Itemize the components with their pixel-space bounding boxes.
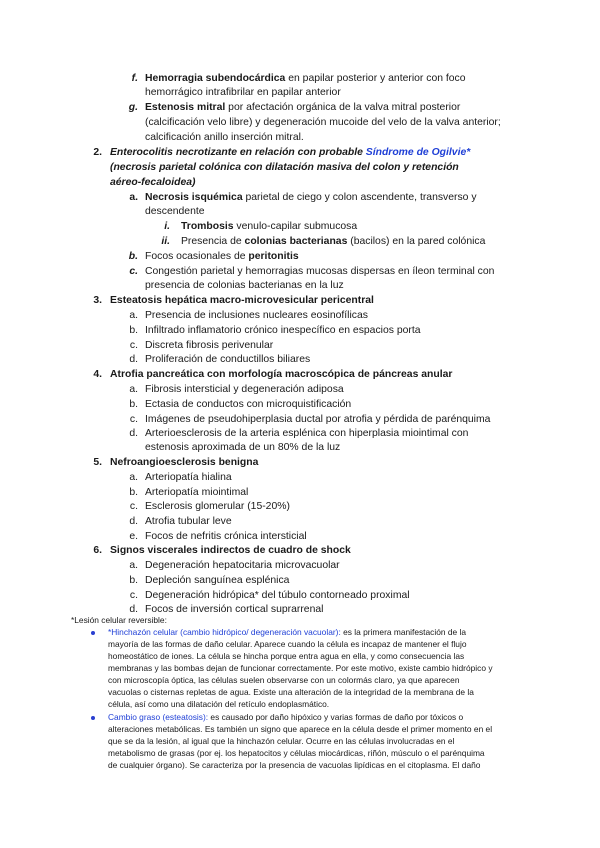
list-marker: g. xyxy=(128,102,138,113)
list-item-2a xyxy=(145,191,477,204)
term-label: *Hinchazón celular (cambio hidrópico/ degeneración vacuolar): xyxy=(108,627,341,637)
list-marker: a. xyxy=(129,192,138,203)
bold-term: Hemorragia subendocárdica xyxy=(145,73,286,84)
list-marker: d. xyxy=(129,354,138,365)
title-text: Enterocolitis necrotizante en relación con probable xyxy=(110,147,366,158)
item-text: Focos ocasionales de xyxy=(145,251,249,262)
list-marker: c. xyxy=(129,340,138,351)
bold-term: Trombosis xyxy=(181,221,234,232)
bullet-icon xyxy=(91,716,95,720)
list-item: Arterioesclerosis de la arteria esplénica con hiperplasia miointimal con xyxy=(145,428,469,439)
footnote-text: es la primera manifestación de la xyxy=(340,627,467,637)
footnote-heading: *Lesión celular reversible: xyxy=(71,615,167,625)
list-marker: d. xyxy=(129,604,138,615)
list-marker: d. xyxy=(129,428,138,439)
footnote-line: que se da la lesión, al igual que la hinchazón celular. Ocurre en las células involucradas en el xyxy=(108,736,455,746)
section-title-4: Atrofia pancreática con morfología macroscópica de páncreas anular xyxy=(110,369,453,380)
item-text-continued: presencia de colonias bacterianas en la luz xyxy=(145,280,344,291)
footnote-line: vacuolas o cisternas repletas de agua. Existe una alteración de la integridad de la membrana de la xyxy=(108,687,474,697)
title-text-continued: (necrosis parietal colónica con dilatación masiva del colon y retención xyxy=(110,162,459,173)
ogilvie-link: Síndrome de Ogilvie* xyxy=(365,147,471,158)
bold-term: Necrosis isquémica xyxy=(145,192,243,203)
list-marker: ii. xyxy=(161,236,170,247)
list-marker: b. xyxy=(129,575,138,586)
footnote-bullet-1 xyxy=(108,626,466,638)
list-marker: i. xyxy=(164,221,170,232)
title-text-continued: aéreo-fecaloidea) xyxy=(110,177,196,188)
footnote-line: con microscopía óptica, las células suelen observarse con un colormás claro, ya que aparecen xyxy=(108,675,460,685)
list-marker: c. xyxy=(129,590,138,601)
list-marker: a. xyxy=(129,310,138,321)
footnote-line: homeostático de iones. La célula se hincha porque entra agua en ella, y como consecuencia las xyxy=(108,651,465,661)
item-text: en papilar posterior y anterior con foco xyxy=(285,73,466,84)
list-marker: a. xyxy=(129,384,138,395)
section-title-6: Signos viscerales indirectos de cuadro de shock xyxy=(110,545,351,556)
item-text-continued: estenosis aproximada de un 80% de la luz xyxy=(145,442,341,453)
section-title-5: Nefroangioesclerosis benigna xyxy=(110,457,259,468)
list-marker: a. xyxy=(129,560,138,571)
bold-term: peritonitis xyxy=(248,251,299,262)
list-item-2aii xyxy=(181,235,485,248)
list-item: Proliferación de conductillos biliares xyxy=(145,354,311,365)
item-text: (bacilos) en la pared colónica xyxy=(347,236,486,247)
item-text: por afectación orgánica de la valva mitral posterior xyxy=(225,102,461,113)
list-number: 4. xyxy=(93,369,102,380)
item-text-continued: descendente xyxy=(145,206,205,217)
list-marker: b. xyxy=(129,325,138,336)
list-item: Infiltrado inflamatorio crónico inespecífico en espacios porta xyxy=(145,325,421,336)
list-item-2ai xyxy=(181,220,357,233)
list-item: Presencia de inclusiones nucleares eosinofílicas xyxy=(145,310,368,321)
list-marker: c. xyxy=(129,266,138,277)
list-marker: d. xyxy=(129,516,138,527)
list-marker: b. xyxy=(129,399,138,410)
section-title-2 xyxy=(110,146,470,159)
footnote-text: es causado por daño hipóxico y varias formas de daño por tóxicos o xyxy=(208,712,464,722)
list-marker: b. xyxy=(129,487,138,498)
list-number: 6. xyxy=(93,545,102,556)
list-item: Esclerosis glomerular (15-20%) xyxy=(145,501,290,512)
footnote-line: mayoría de las formas de daño celular. Aparece cuando la célula es incapaz de mantener el flujo xyxy=(108,639,467,649)
item-text: parietal de ciego y colon ascendente, transverso y xyxy=(242,192,477,203)
list-item: Focos de inversión cortical suprarrenal xyxy=(145,604,324,615)
list-item-2b xyxy=(145,250,299,263)
section-title-3: Esteatosis hepática macro-microvesicular pericentral xyxy=(110,295,374,306)
bold-term: colonias bacterianas xyxy=(244,236,348,247)
list-item: Imágenes de pseudohiperplasia ductal por atrofia y pérdida de parénquima xyxy=(145,414,491,425)
list-item: Degeneración hepatocitaria microvacuolar xyxy=(145,560,340,571)
list-number: 2. xyxy=(93,147,102,158)
footnote-line: alteraciones metabólicas. Es también un signo que aparece en la célula desde el primer momento en el xyxy=(108,724,493,734)
list-number: 5. xyxy=(93,457,102,468)
list-item: Atrofia tubular leve xyxy=(145,516,232,527)
footnote-line: célula, así como una dilatación del retículo endoplasmático. xyxy=(108,699,330,709)
footnote-line: metabolismo de grasas (por ej. los hepatocitos y células miocárdicas, riñón, músculo o el parénquima xyxy=(108,748,485,758)
footnote-line: membranas y las bombas dejan de funcionar correctamente. Por este motivo, existe cambio hidrópico y xyxy=(108,663,493,673)
list-item: Degeneración hidrópica* del túbulo contorneado proximal xyxy=(145,590,410,601)
list-item: Discreta fibrosis perivenular xyxy=(145,340,274,351)
list-item: Ectasia de conductos con microquistificación xyxy=(145,399,352,410)
footnote-bullet-2 xyxy=(108,711,463,723)
list-item: Arteriopatía miointimal xyxy=(145,487,249,498)
list-item: Arteriopatía hialina xyxy=(145,472,232,483)
item-text-continued: (calcificación velo libre) y degeneración mucoide del velo de la valva anterior; xyxy=(145,117,501,128)
list-marker: b. xyxy=(128,251,138,262)
item-text-continued: hemorrágico intrafibrilar en papilar anterior xyxy=(145,87,341,98)
bold-term: Estenosis mitral xyxy=(145,102,226,113)
bullet-icon xyxy=(91,631,95,635)
list-marker: f. xyxy=(131,73,138,84)
item-text: venulo-capilar submucosa xyxy=(233,221,358,232)
list-marker: c. xyxy=(129,501,138,512)
list-item-2c: Congestión parietal y hemorragias mucosas dispersas en íleon terminal con xyxy=(145,266,495,277)
list-item: Depleción sanguínea esplénica xyxy=(145,575,290,586)
list-item: Focos de nefritis crónica intersticial xyxy=(145,531,307,542)
list-marker: e. xyxy=(129,531,138,542)
item-text-continued: calcificación anillo inserción mitral. xyxy=(145,132,304,143)
item-text: Presencia de xyxy=(181,236,245,247)
list-number: 3. xyxy=(93,295,102,306)
footnote-line: de cualquier órgano). Se caracteriza por la presencia de vacuolas lipídicas en el citoplasma. El daño xyxy=(108,760,481,770)
list-item: Fibrosis intersticial y degeneración adiposa xyxy=(145,384,344,395)
list-marker: c. xyxy=(129,414,138,425)
term-label: Cambio graso (esteatosis): xyxy=(108,712,209,722)
list-item-g xyxy=(145,101,460,114)
list-item-f xyxy=(145,72,466,85)
list-marker: a. xyxy=(129,472,138,483)
